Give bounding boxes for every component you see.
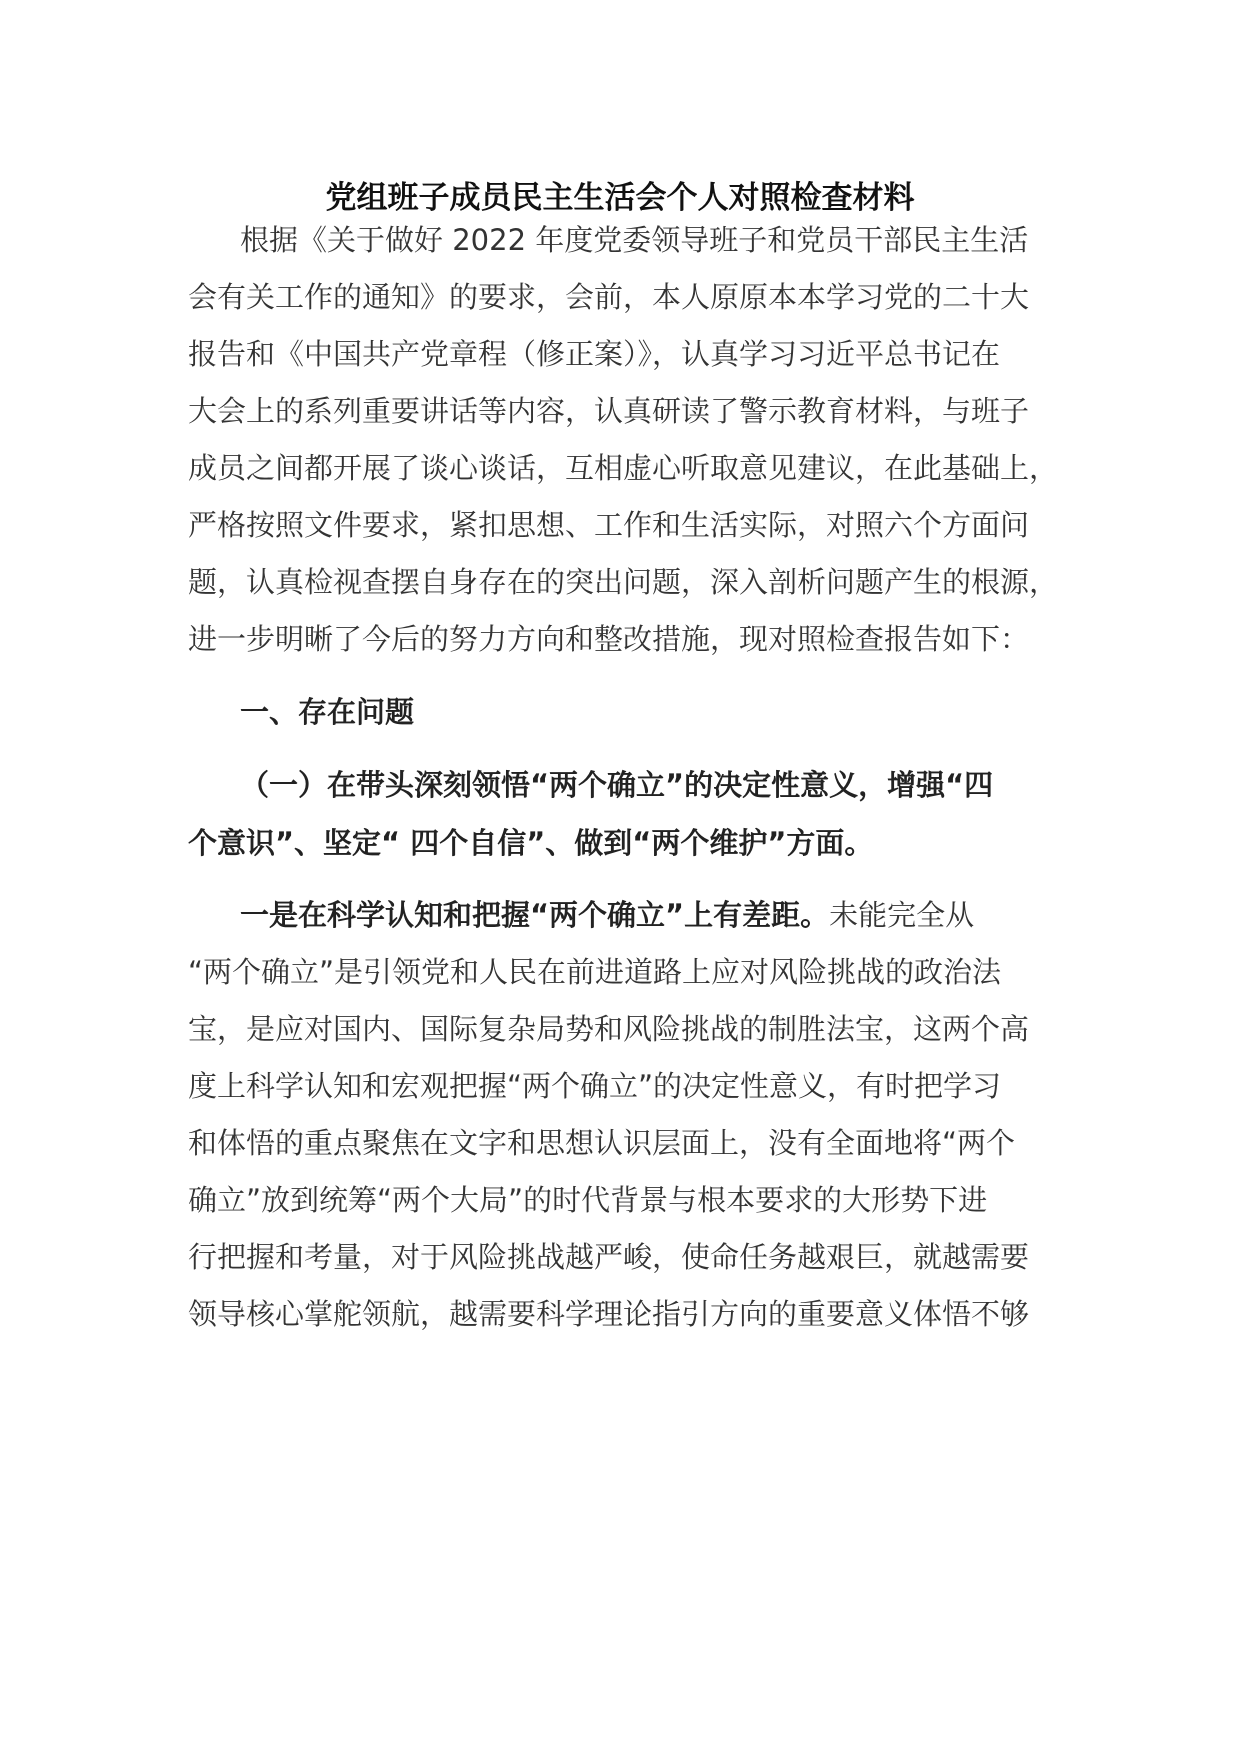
point-line: 和体悟的重点聚焦在文字和思想认识层面上，没有全面地将“两个	[188, 1126, 1016, 1160]
point-line: 行把握和考量，对于风险挑战越严峻，使命任务越艰巨，就越需要	[188, 1240, 1030, 1274]
point-line: 领导核心掌舵领航，越需要科学理论指引方向的重要意义体悟不够	[188, 1297, 1030, 1331]
intro-line: 大会上的系列重要讲话等内容，认真研读了警示教育材料，与班子	[188, 394, 1030, 428]
point-lead-bold: 一是在科学认知和把握“两个确立”上有差距。	[240, 898, 830, 932]
intro-line: 报告和《中国共产党章程（修正案）》，认真学习习近平总书记在	[188, 337, 1001, 371]
point-line: 确立”放到统筹“两个大局”的时代背景与根本要求的大形势下进	[188, 1183, 988, 1217]
intro-line: 会有关工作的通知》的要求，会前，本人原原本本学习党的二十大	[188, 280, 1030, 314]
intro-line: 严格按照文件要求，紧扣思想、工作和生活实际，对照六个方面问	[188, 508, 1030, 542]
point-line: 度上科学认知和宏观把握“两个确立”的决定性意义，有时把学习	[188, 1069, 1002, 1103]
point-lead-line	[240, 893, 974, 937]
intro-line: 成员之间都开展了谈心谈话，互相虚心听取意见建议，在此基础上，	[188, 451, 1059, 485]
point-lead-rest: 未能完全从	[829, 898, 975, 932]
subsection-heading-line: （一）在带头深刻领悟“两个确立”的决定性意义，增强“四	[240, 768, 994, 802]
section-heading: 一、存在问题	[240, 695, 415, 729]
point-line: 宝，是应对国内、国际复杂局势和风险挑战的制胜法宝，这两个高	[188, 1012, 1030, 1046]
intro-line: 进一步明晰了今后的努力方向和整改措施，现对照检查报告如下：	[188, 622, 1030, 656]
point-line: “两个确立”是引领党和人民在前进道路上应对风险挑战的政治法	[188, 955, 1002, 989]
document-title: 党组班子成员民主生活会个人对照检查材料	[325, 180, 915, 216]
intro-line: 根据《关于做好 2022 年度党委领导班子和党员干部民主生活	[240, 223, 1029, 257]
intro-line: 题，认真检视查摆自身存在的突出问题，深入剖析问题产生的根源，	[188, 565, 1059, 599]
subsection-heading-line: 个意识”、坚定“ 四个自信”、做到“两个维护”方面。	[188, 826, 874, 860]
